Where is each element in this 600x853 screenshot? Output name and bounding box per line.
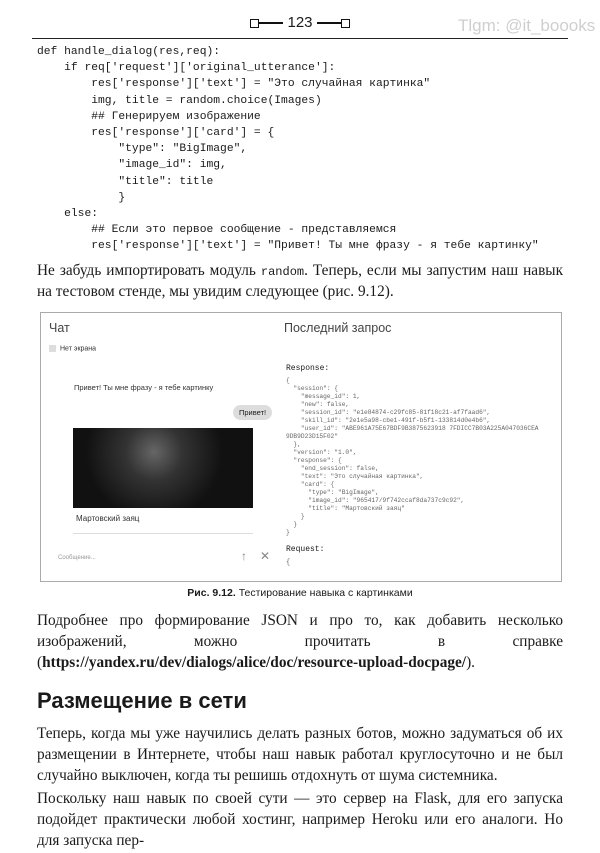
page-number: [230, 14, 370, 31]
watermark: Tlgm: @it_boooks: [458, 16, 596, 35]
send-arrow-icon[interactable]: ↑: [241, 549, 247, 563]
code-listing: def handle_dialog(res,req): if req['request']['original_utterance']: res['response']['text'] = "Это случайная картинка" img, title = random.choice(Images) ## Генерируем изображение res['response']['card'] = { "type": "BigImage", "image_id": img, "title": title } else: ## Если это первое сообщение - представляемся res['response']['text'] = "Привет! Ты мне фразу - я тебе картинку": [37, 46, 539, 253]
figure-screenshot: [40, 312, 562, 582]
section-heading: Размещение в сети: [37, 688, 247, 713]
message-input[interactable]: Сообщение...: [58, 555, 96, 561]
response-json: { "session": { "message_id": 1, "new": false, "session_id": "e1e84874-c29fc85-81f18c21-af7faad6", "skill_id": "2e1e5a98-cbe1-491f-b5f1-133814d0e4b6", "user_id": "ABE961A75E67BDF9B3875623918 7FDICC7B03A225A047036CEA 9DB9D23D15F02" }, "version": "1.0", "response": { "end_session": false, "text": "Это случайная картинка", "card": { "type": "BigImage", "image_id": "965417/9f742ccaf8da737c9c92", "title": "Мартовский заяц" } } }: [286, 377, 539, 536]
ornament-icon: [341, 19, 350, 28]
link[interactable]: https://yandex.ru/dev/dialogs/alice/doc/resource-upload-docpage/: [42, 654, 467, 671]
ornament-icon: [250, 19, 259, 28]
chat-panel: [41, 313, 278, 581]
paragraph-2: Подробнее про формирование JSON и про то, как добавить несколько изображений, можно прочитать в справке (https://yandex.ru/dev/dialogs/alice/doc/resource-upload-docpage/).: [37, 612, 563, 671]
user-message: Привет!: [233, 405, 272, 420]
paragraph-3: Теперь, когда мы уже научились делать разных ботов, можно задуматься об их размещении в Интернете, чтобы наш навык работал круглосуточно и не был случайно выключен, когда ты решишь отдохнуть от шума системника.: [37, 725, 563, 784]
paragraph-1: Не забудь импортировать модуль random. Теперь, если мы запустим наш навык на тестовом стенде, мы увидим следующее (рис. 9.12).: [37, 262, 563, 300]
figure-caption: Рис. 9.12. Тестирование навыка с картинками: [187, 587, 413, 599]
card-image: [73, 428, 253, 508]
card-title: Мартовский заяц: [76, 514, 140, 523]
chat-title: Чат: [49, 321, 70, 335]
response-label: Response:: [286, 364, 330, 373]
request-label: Request:: [286, 545, 325, 554]
close-icon[interactable]: ✕: [260, 549, 271, 563]
bot-message: Привет! Ты мне фразу - я тебе картинку: [74, 383, 214, 392]
paragraph-4: Поскольку наш навык по своей сути — это сервер на Flask, для его запуска подойдет практически любой хостинг, например Heroku или его аналоги. Но для запуска пер-: [37, 790, 563, 849]
text-flow: [37, 610, 563, 853]
last-request-title: Последний запрос: [284, 321, 392, 335]
checkbox-icon: [49, 345, 56, 352]
no-screen-checkbox[interactable]: Нет экрана: [49, 345, 96, 352]
request-json: {: [286, 559, 291, 567]
header-rule: [32, 38, 568, 39]
page-number-text: 123: [287, 14, 313, 31]
